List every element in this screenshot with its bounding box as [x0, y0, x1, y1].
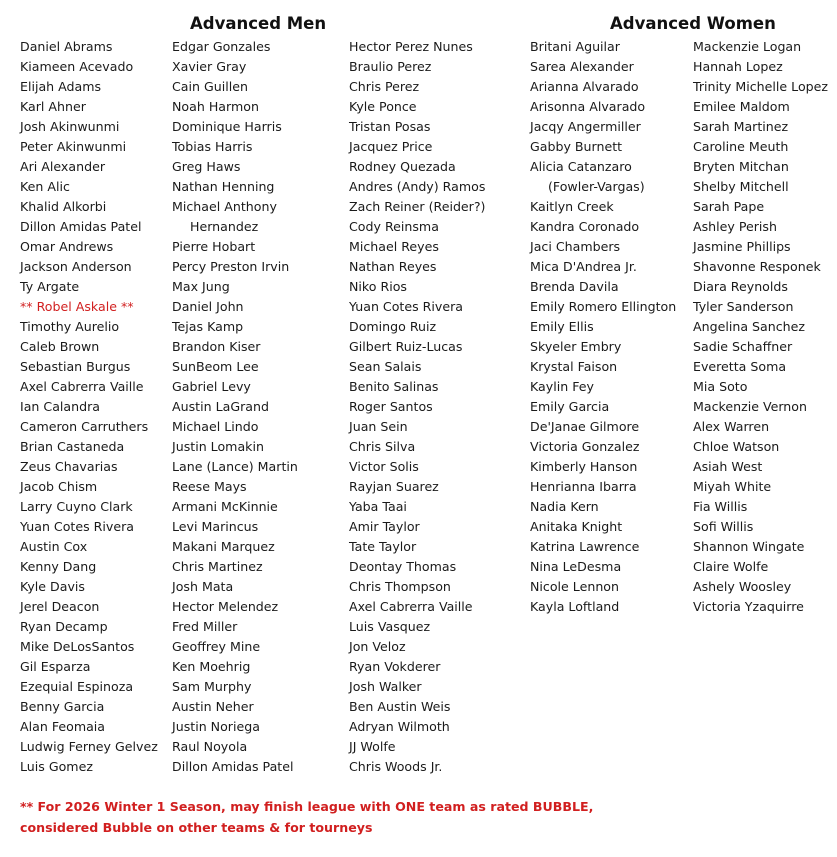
player-name: Josh Akinwunmi: [20, 119, 120, 134]
player-name: Kaitlyn Creek: [530, 199, 614, 214]
player-name: Cain Guillen: [172, 79, 248, 94]
player-name: Tejas Kamp: [172, 319, 244, 334]
player-name: Austin Cox: [20, 539, 88, 554]
player-name: Ben Austin Weis: [349, 699, 451, 714]
player-name: Chris Thompson: [349, 579, 451, 594]
player-name: Ty Argate: [20, 279, 80, 294]
player-name: Cameron Carruthers: [20, 419, 149, 434]
player-name: Krystal Faison: [530, 359, 618, 374]
player-name: Mia Soto: [693, 379, 748, 394]
player-name: Ezequial Espinoza: [20, 679, 134, 694]
player-name: Sam Murphy: [172, 679, 252, 694]
player-name: (Fowler-Vargas): [548, 179, 645, 194]
player-name: Kaylin Fey: [530, 379, 594, 394]
player-name: Niko Rios: [349, 279, 407, 294]
player-name: Raul Noyola: [172, 739, 248, 754]
player-name: Zeus Chavarias: [20, 459, 118, 474]
player-name: Jaci Chambers: [530, 239, 621, 254]
player-name: Dillon Amidas Patel: [20, 219, 142, 234]
player-name: Gil Esparza: [20, 659, 91, 674]
player-name: Kyle Davis: [20, 579, 85, 594]
player-name: Shannon Wingate: [693, 539, 805, 554]
women-column-1: [530, 37, 676, 617]
player-name: Skyeler Embry: [530, 339, 622, 354]
player-name: Nadia Kern: [530, 499, 599, 514]
player-name: Justin Noriega: [172, 719, 260, 734]
player-name: Karl Ahner: [20, 99, 86, 114]
player-name: Justin Lomakin: [172, 439, 264, 454]
player-name: Benny Garcia: [20, 699, 105, 714]
player-name: Michael Reyes: [349, 239, 439, 254]
footnote-line-1: ** For 2026 Winter 1 Season, may finish league with ONE team as rated BUBBLE,: [20, 799, 594, 814]
player-name: Jon Veloz: [349, 639, 406, 654]
player-name: Chris Martinez: [172, 559, 263, 574]
player-name: Ludwig Ferney Gelvez: [20, 739, 158, 754]
player-name: Victoria Yzaquirre: [693, 599, 804, 614]
player-name: Andres (Andy) Ramos: [349, 179, 486, 194]
player-name: Roger Santos: [349, 399, 433, 414]
player-name: Ryan Decamp: [20, 619, 108, 634]
player-name: Dillon Amidas Patel: [172, 759, 294, 774]
player-name: Braulio Perez: [349, 59, 432, 74]
player-name: JJ Wolfe: [349, 739, 396, 754]
player-name: Austin Neher: [172, 699, 254, 714]
player-name: Kandra Coronado: [530, 219, 640, 234]
player-name: Juan Sein: [349, 419, 408, 434]
player-name: Geoffrey Mine: [172, 639, 261, 654]
player-name: Alex Warren: [693, 419, 770, 434]
player-name: Emilee Maldom: [693, 99, 790, 114]
player-name: Ashely Woosley: [693, 579, 792, 594]
player-name: Josh Mata: [172, 579, 234, 594]
player-name: Benito Salinas: [349, 379, 439, 394]
player-name: Alicia Catanzaro: [530, 159, 632, 174]
player-name: Jacqy Angermiller: [530, 119, 641, 134]
player-name: Mica D'Andrea Jr.: [530, 259, 637, 274]
player-name: Brenda Davila: [530, 279, 619, 294]
player-name: Bryten Mitchan: [693, 159, 789, 174]
player-name: Shelby Mitchell: [693, 179, 789, 194]
men-column-1: [20, 37, 158, 777]
player-name: Axel Cabrerra Vaille: [349, 599, 473, 614]
men-column-3: [349, 37, 485, 777]
player-name: Brian Castaneda: [20, 439, 125, 454]
player-name: Axel Cabrerra Vaille: [20, 379, 144, 394]
player-name: Michael Anthony: [172, 199, 277, 214]
player-name: Ashley Perish: [693, 219, 777, 234]
player-name: Arisonna Alvarado: [530, 99, 646, 114]
player-name: Emily Romero Ellington: [530, 299, 677, 314]
player-name: Chris Woods Jr.: [349, 759, 443, 774]
player-name: Chloe Watson: [693, 439, 780, 454]
player-name: Katrina Lawrence: [530, 539, 640, 554]
footnote-line-2: considered Bubble on other teams & for tourneys: [20, 820, 373, 835]
player-name: Arianna Alvarado: [530, 79, 639, 94]
player-name: Greg Haws: [172, 159, 241, 174]
player-name: Tyler Sanderson: [693, 299, 794, 314]
player-name: Makani Marquez: [172, 539, 275, 554]
player-name: Ian Calandra: [20, 399, 101, 414]
player-name: Fred Miller: [172, 619, 238, 634]
player-name: De'Janae Gilmore: [530, 419, 640, 434]
player-name: Diara Reynolds: [693, 279, 788, 294]
player-name: Domingo Ruiz: [349, 319, 437, 334]
player-name: Mike DeLosSantos: [20, 639, 135, 654]
player-name: Hector Perez Nunes: [349, 39, 473, 54]
player-name: Mackenzie Logan: [693, 39, 802, 54]
player-name: Ken Alic: [20, 179, 70, 194]
player-name: Victoria Gonzalez: [530, 439, 640, 454]
player-name: Khalid Alkorbi: [20, 199, 107, 214]
player-name: Asiah West: [693, 459, 763, 474]
player-name: Levi Marincus: [172, 519, 259, 534]
player-name: Tobias Harris: [172, 139, 253, 154]
player-name: Gilbert Ruiz-Lucas: [349, 339, 463, 354]
player-name: Sarah Pape: [693, 199, 765, 214]
player-name: Hernandez: [190, 219, 259, 234]
player-name: Peter Akinwunmi: [20, 139, 127, 154]
player-name: Caroline Meuth: [693, 139, 789, 154]
player-name: ** Robel Askale **: [20, 299, 134, 314]
player-name: Lane (Lance) Martin: [172, 459, 298, 474]
player-name: Zach Reiner (Reider?): [349, 199, 486, 214]
player-name: Victor Solis: [349, 459, 419, 474]
player-name: Kyle Ponce: [349, 99, 417, 114]
player-name: Rodney Quezada: [349, 159, 456, 174]
player-name: Fia Willis: [693, 499, 748, 514]
player-name: Josh Walker: [349, 679, 422, 694]
player-name: Sarah Martinez: [693, 119, 789, 134]
player-name: Trinity Michelle Lopez: [693, 79, 829, 94]
player-name: Kenny Dang: [20, 559, 97, 574]
player-name: Yuan Cotes Rivera: [349, 299, 464, 314]
player-name: Jacob Chism: [20, 479, 98, 494]
player-name: Rayjan Suarez: [349, 479, 439, 494]
player-name: Sadie Schaffner: [693, 339, 793, 354]
player-name: Caleb Brown: [20, 339, 100, 354]
men-column-2: [172, 37, 298, 777]
player-name: Jerel Deacon: [20, 599, 100, 614]
player-name: Anitaka Knight: [530, 519, 623, 534]
player-name: Percy Preston Irvin: [172, 259, 290, 274]
player-name: Tate Taylor: [349, 539, 417, 554]
player-name: Larry Cuyno Clark: [20, 499, 133, 514]
player-name: Sofi Willis: [693, 519, 754, 534]
player-name: Henrianna Ibarra: [530, 479, 637, 494]
player-name: Deontay Thomas: [349, 559, 457, 574]
player-name: Ari Alexander: [20, 159, 106, 174]
player-name: Armani McKinnie: [172, 499, 278, 514]
player-name: Pierre Hobart: [172, 239, 256, 254]
player-name: Alan Feomaia: [20, 719, 106, 734]
player-name: Jasmine Phillips: [693, 239, 791, 254]
player-name: Luis Gomez: [20, 759, 93, 774]
player-name: Kimberly Hanson: [530, 459, 638, 474]
player-name: Michael Lindo: [172, 419, 259, 434]
player-name: Reese Mays: [172, 479, 247, 494]
player-name: Xavier Gray: [172, 59, 247, 74]
player-name: Sebastian Burgus: [20, 359, 131, 374]
player-name: Yuan Cotes Rivera: [20, 519, 135, 534]
player-name: Luis Vasquez: [349, 619, 431, 634]
player-name: Gabriel Levy: [172, 379, 251, 394]
player-name: Edgar Gonzales: [172, 39, 271, 54]
player-name: SunBeom Lee: [172, 359, 259, 374]
player-name: Nicole Lennon: [530, 579, 619, 594]
player-name: Tristan Posas: [349, 119, 431, 134]
player-name: Elijah Adams: [20, 79, 102, 94]
player-name: Ken Moehrig: [172, 659, 251, 674]
player-name: Nathan Reyes: [349, 259, 437, 274]
player-name: Austin LaGrand: [172, 399, 269, 414]
player-name: Emily Garcia: [530, 399, 610, 414]
player-name: Kiameen Acevado: [20, 59, 134, 74]
player-name: Noah Harmon: [172, 99, 259, 114]
player-name: Chris Perez: [349, 79, 420, 94]
player-name: Chris Silva: [349, 439, 416, 454]
player-name: Max Jung: [172, 279, 230, 294]
player-name: Everetta Soma: [693, 359, 787, 374]
player-name: Daniel John: [172, 299, 244, 314]
player-name: Adryan Wilmoth: [349, 719, 450, 734]
player-name: Daniel Abrams: [20, 39, 113, 54]
player-name: Sean Salais: [349, 359, 422, 374]
player-name: Claire Wolfe: [693, 559, 769, 574]
player-name: Ryan Vokderer: [349, 659, 441, 674]
player-name: Angelina Sanchez: [693, 319, 805, 334]
player-name: Shavonne Responek: [693, 259, 821, 274]
player-name: Sarea Alexander: [530, 59, 634, 74]
advanced-men-heading: Advanced Men: [190, 14, 327, 33]
player-name: Omar Andrews: [20, 239, 114, 254]
player-name: Nina LeDesma: [530, 559, 622, 574]
player-name: Yaba Taai: [349, 499, 407, 514]
player-name: Cody Reinsma: [349, 219, 439, 234]
women-column-2: [693, 37, 828, 617]
footnote: [20, 796, 593, 838]
player-name: Hector Melendez: [172, 599, 279, 614]
player-name: Jacquez Price: [349, 139, 433, 154]
player-name: Emily Ellis: [530, 319, 594, 334]
player-name: Britani Aguilar: [530, 39, 620, 54]
player-name: Amir Taylor: [349, 519, 420, 534]
player-name: Hannah Lopez: [693, 59, 783, 74]
player-name: Kayla Loftland: [530, 599, 620, 614]
player-name: Mackenzie Vernon: [693, 399, 807, 414]
player-name: Miyah White: [693, 479, 772, 494]
advanced-women-heading: Advanced Women: [610, 14, 776, 33]
player-name: Jackson Anderson: [20, 259, 132, 274]
player-name: Brandon Kiser: [172, 339, 261, 354]
player-name: Timothy Aurelio: [20, 319, 120, 334]
player-name: Dominique Harris: [172, 119, 282, 134]
player-name: Nathan Henning: [172, 179, 275, 194]
player-name: Gabby Burnett: [530, 139, 623, 154]
